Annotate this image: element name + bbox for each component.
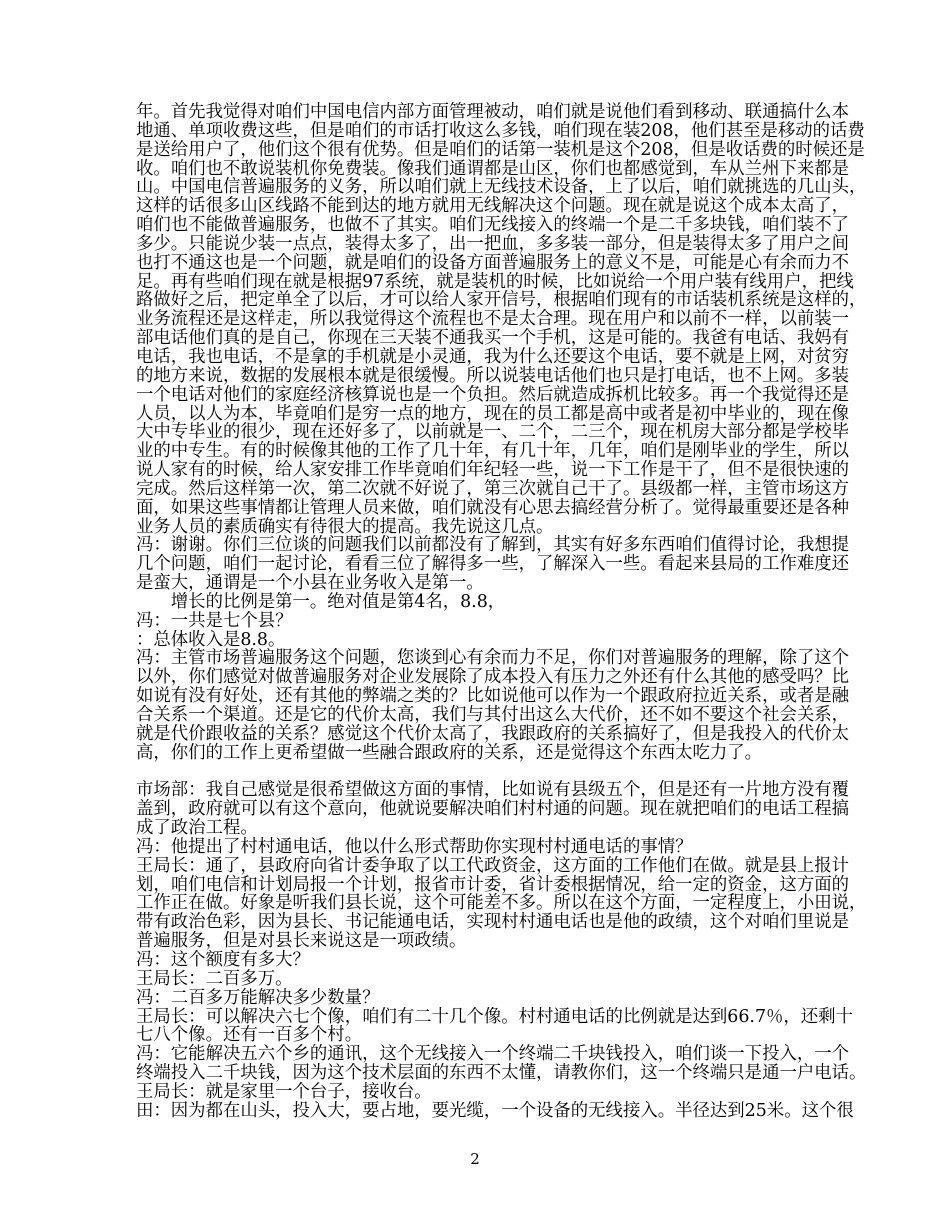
text-line: 终端投入二千块钱，因为这个技术层面的东西不太懂，请教你们，这一个终端只是通一户电话。	[136, 1063, 867, 1084]
text-line: 七八个像。还有一百多个村。	[136, 1025, 363, 1046]
text-line: 业务人员的素质确实有待很大的提高。我先说这几点。	[136, 516, 554, 537]
text-line: 冯：它能解决五六个乡的通讯，这个无线接入一个终端二千块钱投入，咱们谈一下投入，一个	[136, 1044, 850, 1065]
text-line: 大中专毕业的很少，现在还好多了，以前就是一、二个，二三个，现在机房大部分都是学校毕	[136, 422, 850, 443]
text-line: 地通、单项收费这些，但是咱们的市话打收这么多钱，咱们现在装208，他们甚至是移动的话费	[136, 120, 865, 141]
text-line: 冯：这个额度有多大？	[136, 949, 310, 970]
text-line: 这样的话很多山区线路不能到达的地方就用无线解决这个问题。现在就是说这个成本太高了，	[136, 196, 850, 217]
text-line: 增长的比例是第一。绝对值是第4名，8.8，	[136, 591, 506, 612]
text-line: 电话，我也电话，不是拿的手机就是小灵通，我为什么还要这个电话，要不就是上网，对贫穷	[136, 346, 850, 367]
document-lines	[136, 102, 867, 1121]
text-line: 冯：谢谢。你们三位谈的问题我们以前都没有了解到，其实有好多东西咱们值得讨论，我想提	[136, 535, 850, 556]
text-line: 冯：他提出了村村通电话，他以什么形式帮助你实现村村通电话的事情？	[136, 836, 693, 857]
text-line: 也打不通这也是一个问题，就是咱们的设备方面普遍服务上的意义不是，可能是心有余而力不	[136, 252, 850, 273]
text-line: 田：因为都在山头，投入大，要占地，要光缆，一个设备的无线接入。半径达到25米。这个很	[136, 1100, 854, 1121]
text-line: 合关系一个渠道。还是它的代价太高，我们与其付出这么大代价，还不如不要这个社会关系，	[136, 705, 850, 725]
text-line: 王局长：就是家里一个台子，接收台。	[136, 1081, 432, 1102]
text-line: 成了政治工程。	[136, 818, 258, 839]
text-line: 说人家有的时候，给人家安排工作毕竟咱们年纪轻一些，说一下工作是干了，但不是很快速的	[136, 460, 850, 481]
text-line: 划，咱们电信和计划局报一个计划，报省市计委，省计委根据情况，给一定的资金，这方面的	[136, 874, 850, 895]
text-line: 王局长：通了，县政府向省计委争取了以工代政资金，这方面的工作他们在做。就是县上报计	[136, 855, 850, 876]
text-line: 人员，以人为本，毕竟咱们是穷一点的地方，现在的员工都是高中或者是初中毕业的，现在像	[136, 403, 850, 424]
text-line: 市场部：我自己感觉是很希望做这方面的事情，比如说有县级五个，但是还有一片地方没有覆	[136, 780, 850, 801]
text-line: 几个问题，咱们一起讨论，看看三位了解得多一些，了解深入一些。看起来县局的工作难度还	[136, 554, 850, 575]
text-line: 业的中专生。有的时候像其他的工作了几十年，有几十年，几年，咱们是刚毕业的学生，所以	[136, 441, 850, 462]
text-line: 工作正在做。好象是听我们县长说，这个可能差不多。所以在这个方面，一定程度上，小田说，	[136, 893, 867, 914]
text-line: 冯：二百多万能解决多少数量？	[136, 987, 380, 1008]
text-line: 如说有没有好处，还有其他的弊端之类的？比如说他可以作为一个跟政府拉近关系，或者是融	[136, 686, 850, 707]
text-line: 以外，你们感觉对做普遍服务对企业发展除了成本投入有压力之外还有什么其他的感受吗？比	[136, 667, 850, 688]
text-line: 咱们也不能做普遍服务，也做不了其实。咱们无线接入的终端一个是二千多块钱，咱们装不了	[136, 215, 850, 236]
text-line: 部电话他们真的是自己，你现在三天装不通我买一个手机，这是可能的。我爸有电话、我妈有	[136, 328, 850, 349]
text-line: 冯：主管市场普遍服务这个问题，您谈到心有余而力不足，你们对普遍服务的理解，除了这个	[136, 648, 850, 669]
text-line: 普遍服务，但是对县长来说这是一项政绩。	[136, 931, 467, 952]
text-line: 业务流程还是这样走，所以我觉得这个流程也不是太合理。现在用户和以前不一样，以前装一	[136, 309, 850, 330]
text-line: 足。再有些咱们现在就是根据97系统，就是装机的时候，比如说给一个用户装有线用户，把线	[136, 271, 854, 292]
text-line: 盖到，政府就可以有这个意向，他就说要解决咱们村村通的问题。现在就把咱们的电话工程搞	[136, 799, 850, 820]
text-line: 是送给用户了，他们这个很有优势。但是咱们的话第一装机是这个208，但是收话费的时候还是	[136, 139, 865, 160]
text-line: 冯：一共是七个县？	[136, 610, 293, 631]
text-line: 王局长：二百多万。	[136, 968, 293, 989]
text-line: 一个电话对他们的家庭经济核算说也是一个负担。然后就造成拆机比较多。再一个我觉得还是	[136, 384, 850, 405]
text-line: ：总体收入是8.8。	[136, 629, 286, 650]
text-line: 带有政治色彩，因为县长、书记能通电话，实现村村通电话也是他的政绩，这个对咱们里说是	[136, 912, 850, 933]
text-line: 王局长：可以解决六七个像，咱们有二十几个像。村村通电话的比例就是达到66.7％，还剩十	[136, 1006, 853, 1027]
text-line: 山。中国电信普遍服务的义务，所以咱们就上无线技术设备，上了以后，咱们就挑选的几山头，	[136, 177, 867, 198]
text-line: 就是代价跟收益的关系？感觉这个代价太高了，我跟政府的关系搞好了，但是我投入的代价太	[136, 723, 850, 744]
text-line: 完成。然后这样第一次，第二次就不好说了，第三次就自己干了。县级都一样，主管市场这方	[136, 478, 850, 499]
text-line: 的地方来说，数据的发展根本就是很缓慢。所以说装电话他们也只是打电话，也不上网。多装	[136, 365, 850, 386]
text-line: 多少。只能说少装一点点，装得太多了，出一把血，多多装一部分，但是装得太多了用户之间	[136, 233, 850, 254]
text-line: 路做好之后，把定单全了以后，才可以给人家开信号，根据咱们现有的市话装机系统是这样的，	[136, 290, 867, 311]
text-line: 是蛮大，通谓是一个小县在业务收入是第一。	[136, 573, 484, 594]
text-line	[136, 763, 846, 782]
text-line: 年。首先我觉得对咱们中国电信内部方面管理被动，咱们就是说他们看到移动、联通搞什么本	[136, 102, 850, 122]
text-line: 高，你们的工作上更希望做一些融合跟政府的关系，还是觉得这个东西太吃力了。	[136, 742, 763, 763]
page-number: 2	[470, 1150, 480, 1168]
text-line: 面，如果这些事情都让管理人员来做，咱们就没有心思去搞经营分析了。觉得最重要还是各种	[136, 497, 850, 518]
text-line: 收。咱们也不敢说装机你免费装。像我们通谓都是山区，你们也都感觉到，车从兰州下来都是	[136, 158, 850, 179]
